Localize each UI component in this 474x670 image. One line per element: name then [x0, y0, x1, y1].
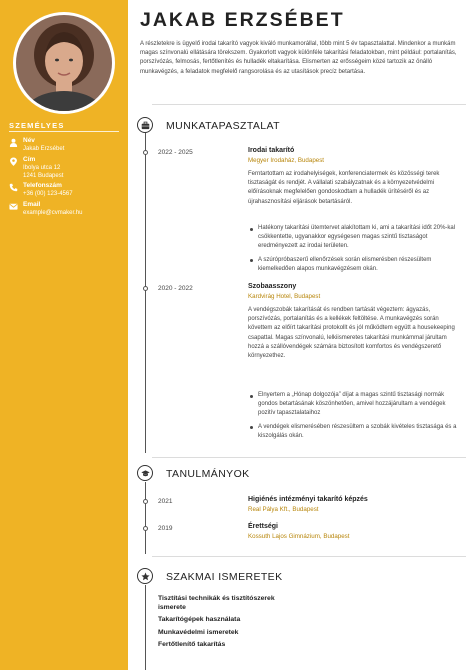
phone-icon	[9, 183, 18, 192]
contact-label: Név	[23, 137, 35, 144]
education-school: Kossuth Lajos Gimnázium, Budapest	[248, 533, 350, 540]
education-date: 2021	[158, 498, 173, 505]
list-item: A vendégek elismerésében részesültem a szobák kivételes tisztasága és a kiszolgálás okán.	[248, 423, 462, 441]
sidebar-divider	[9, 131, 119, 132]
skill-item: Tisztítási technikák és tisztítószerek ismerete	[158, 595, 275, 611]
job-achievements	[248, 391, 462, 445]
graduation-cap-icon	[141, 469, 150, 478]
job-company: Megyer Irodaház, Budapest	[248, 157, 325, 164]
contact-value: +36 (00) 123-4567	[23, 191, 73, 197]
timeline-line	[145, 133, 146, 453]
section-icon-wrap	[137, 465, 153, 481]
section-title-experience: MUNKATAPASZTALAT	[166, 120, 280, 132]
skill-item: Fertőtlenítő takarítás	[158, 641, 226, 648]
section-icon-wrap	[137, 117, 153, 133]
profile-summary: A részletekre is ügyelő irodai takarító vagyok kiváló munkamorállal, több mint 5 év tapasztalattal. Mindenkor a munkám magas színvonalú ellátására törekszem. Gyakorlott vagyok különféle takarítási feladatokban, mint például: portalanítás, porszívózás, felmosás, fertőtlenítés és hulladék eltakarítása. Elismerten az erősségeim közé tartozik az önálló munkavégzés, a feladatok megfelelő rangsorolása és az utasítások precíz betartása.	[140, 41, 457, 75]
section-title-education: TANULMÁNYOK	[166, 468, 250, 480]
profile-photo	[13, 12, 115, 114]
section-divider	[152, 104, 466, 105]
contact-value: 1241 Budapest	[23, 173, 64, 179]
job-date: 2020 - 2022	[158, 285, 193, 292]
location-icon	[9, 157, 18, 166]
skill-item: Takarítógépek használata	[158, 616, 241, 623]
timeline-dot	[143, 499, 148, 504]
skill-item: Munkavédelmi ismeretek	[158, 629, 239, 636]
job-title: Szobaasszony	[248, 283, 297, 290]
contact-value: Ibolya utca 12	[23, 165, 61, 171]
section-icon-wrap	[137, 568, 153, 584]
contact-value[interactable]: example@cvmaker.hu	[23, 210, 83, 216]
contact-label: Cím	[23, 156, 36, 163]
timeline-line	[145, 585, 146, 670]
education-title: Érettségi	[248, 523, 278, 530]
timeline-dot	[143, 526, 148, 531]
timeline-dot	[143, 150, 148, 155]
page-title: JAKAB ERZSÉBET	[140, 9, 345, 31]
job-title: Irodai takarító	[248, 147, 295, 154]
sidebar	[0, 0, 128, 670]
education-date: 2019	[158, 525, 173, 532]
job-description: A vendégszobák takarítását és rendben tartását végeztem: ágyazás, porszívózás, portalanítás és a kellékek feltöltése. A munkavégzés során követtem az előírt takarítási protokollt és jól működtem együtt a housekeeping csapattal. Magas színvonalú, lelkiismeretes takarítási munkámmal járultam hozzá a szállóvendégek számára biztosított komfortos és vendégszerető környezethez.	[248, 307, 455, 360]
list-item: Hatékony takarítási ütemtervet alakítottam ki, ami a takarítási időt 20%-kal csökkentette, ugyanakkor egységesen magas szintű tisztaságot eredményezett az irodai területen.	[248, 224, 462, 252]
person-icon	[9, 138, 18, 147]
timeline-dot	[143, 286, 148, 291]
job-date: 2022 - 2025	[158, 149, 193, 156]
job-achievements	[248, 224, 462, 278]
contact-label: Telefonszám	[23, 182, 62, 189]
list-item: Elnyertem a „Hónap dolgozója” díjat a magas szintű tisztasági normák gondos betartásának köszönhetően, amivel hozzájárultam a vendégek pozitív tapasztalataihoz	[248, 391, 462, 419]
list-item: A szúrópróbaszerű ellenőrzések során elismerésben részesültem kiemelkedően alapos munkavégzésem okán.	[248, 256, 462, 274]
section-divider	[152, 457, 466, 458]
timeline-line	[145, 482, 146, 554]
job-description: Ferntartottam az irodahelyiségek, konferenciatermek és közösségi terek tisztaságát és rendjét. A vállalati szabályzatnak és a környezetvédelmi előírásoknak megfelelően gondoskodtam a hulladék ürítéséről és az újrahasznosítási eljárások betartásáról.	[248, 171, 440, 205]
job-company: Kardvirág Hotel, Budapest	[248, 293, 321, 300]
section-divider	[152, 556, 466, 557]
avatar	[16, 15, 112, 111]
email-icon	[9, 202, 18, 211]
main-content	[128, 0, 474, 670]
star-icon	[141, 572, 150, 581]
education-title: Higiénés intézményi takarító képzés	[248, 496, 368, 503]
contact-value: Jakab Erzsébet	[23, 146, 65, 152]
contact-label: Email	[23, 201, 41, 208]
education-school: Real Pálya Kft., Budapest	[248, 506, 319, 513]
section-title-skills: SZAKMAI ISMERETEK	[166, 571, 283, 583]
briefcase-icon	[141, 121, 150, 130]
sidebar-title: SZEMÉLYES	[9, 121, 65, 130]
